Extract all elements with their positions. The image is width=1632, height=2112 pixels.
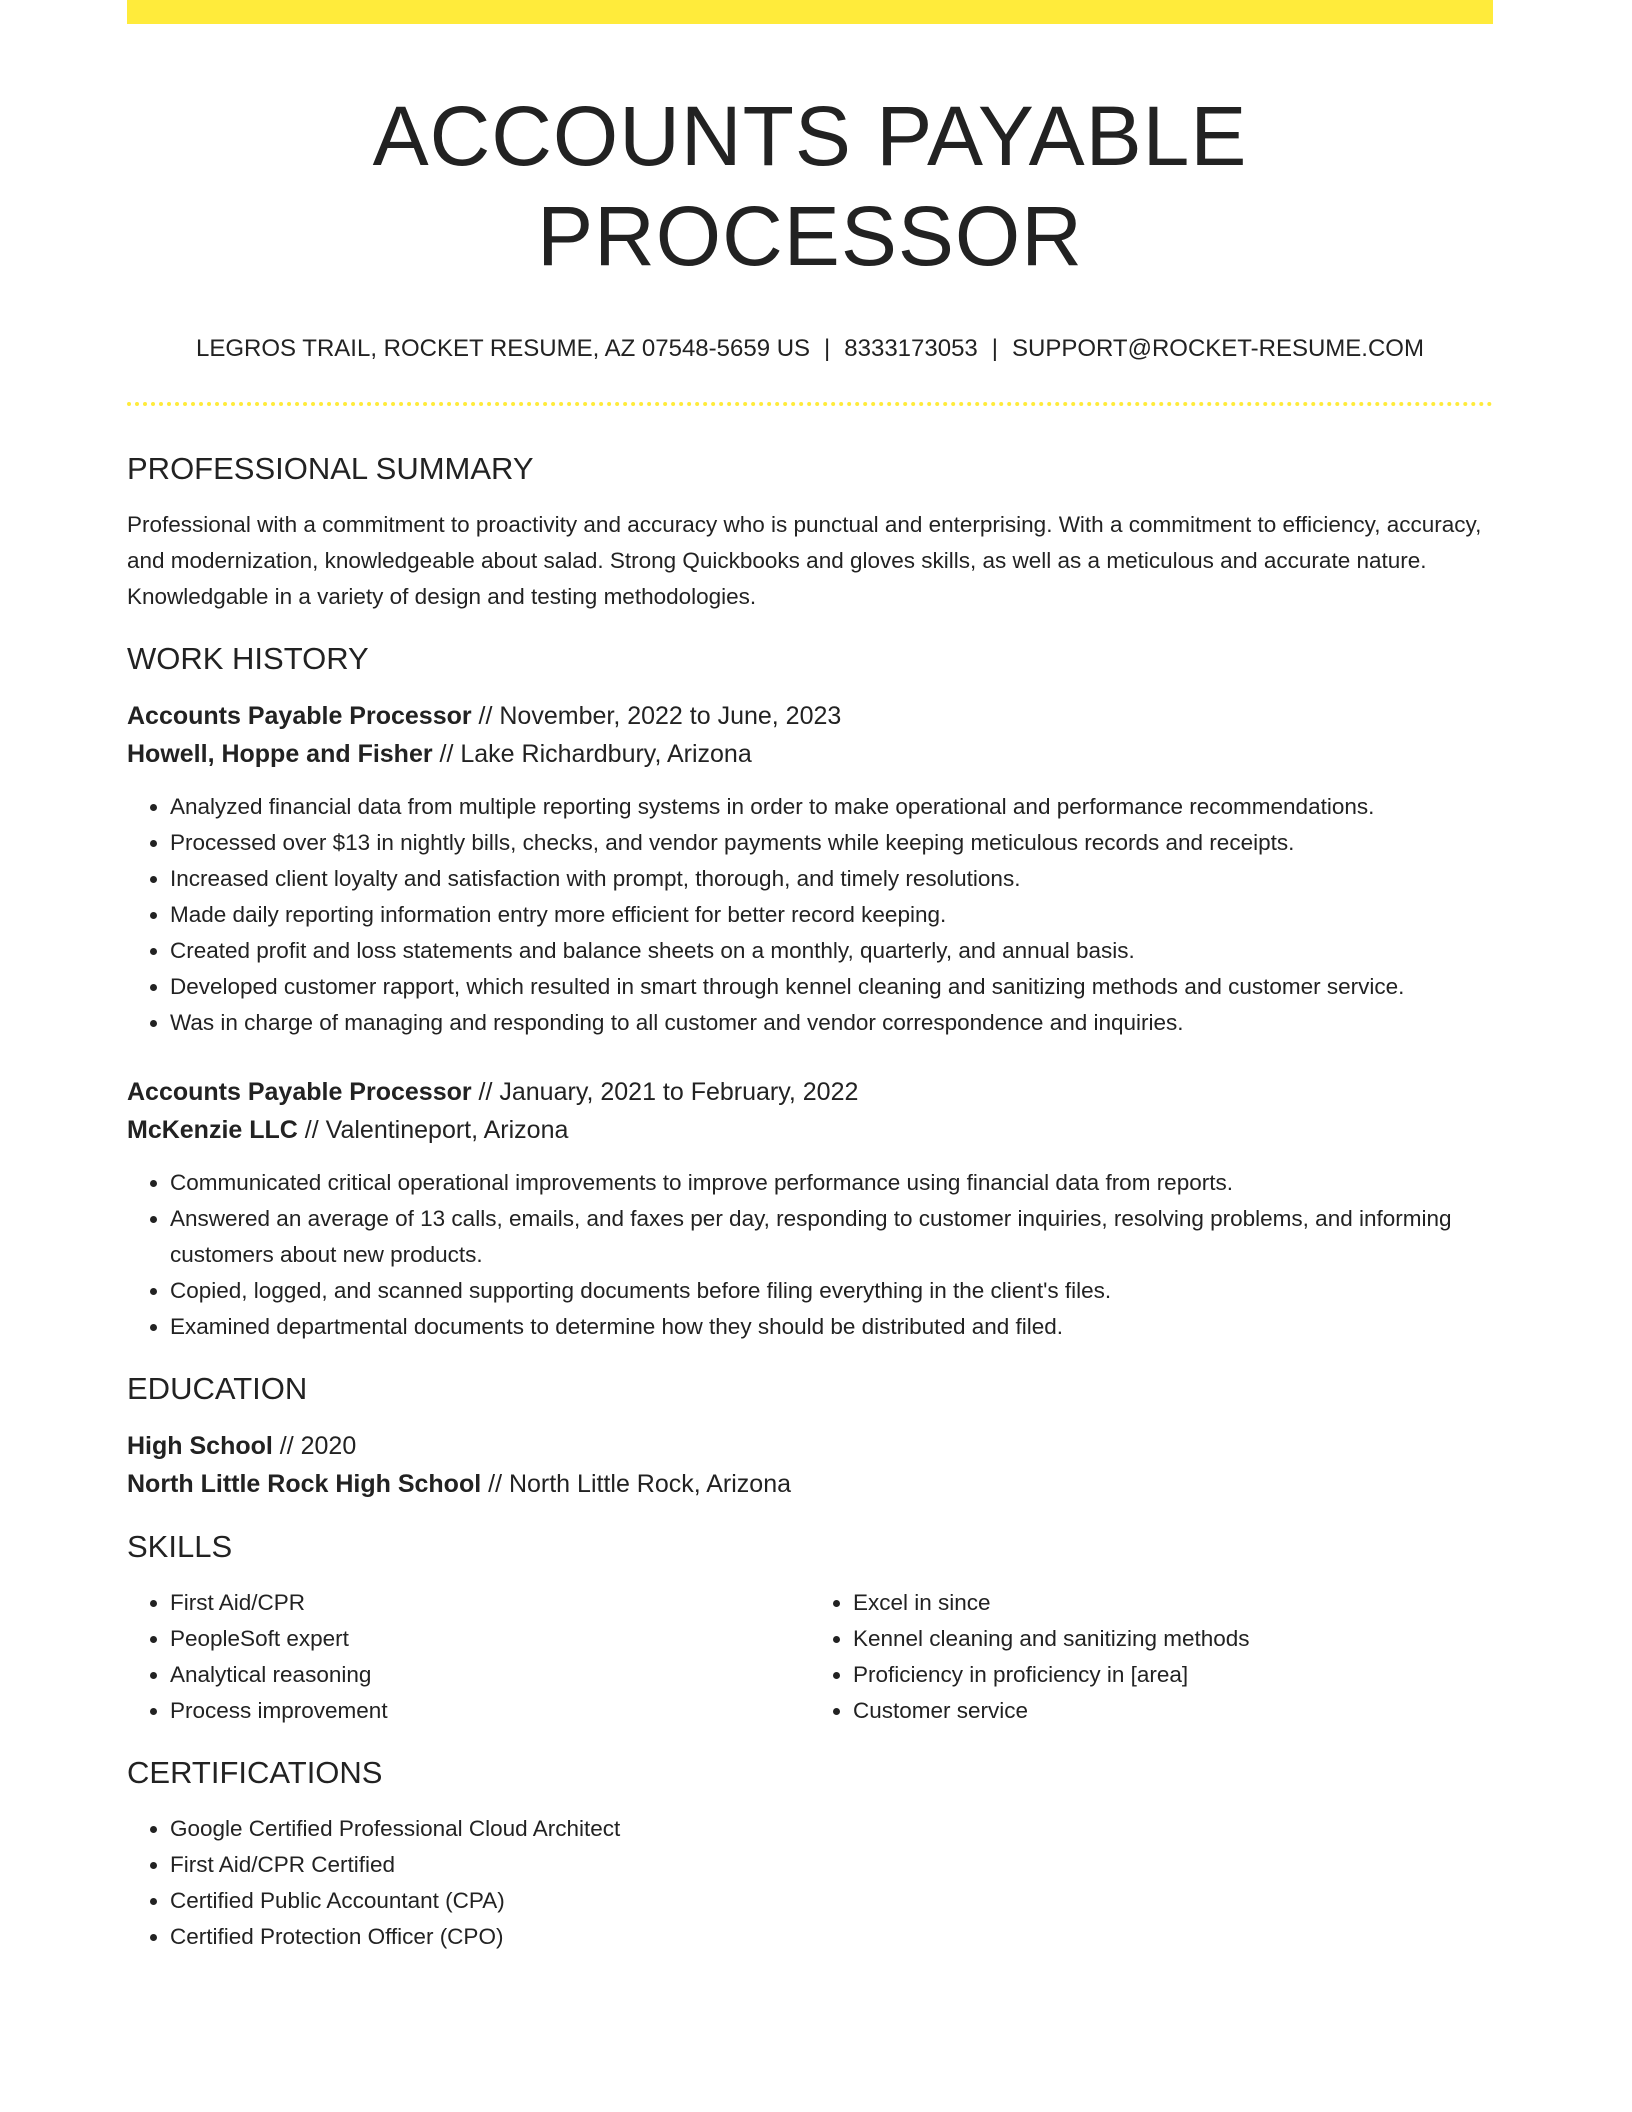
list-item: • Customer service <box>853 1693 1493 1729</box>
education-degree-line <box>127 1427 1493 1465</box>
summary-section <box>127 449 1493 615</box>
list-item: • Communicated critical operational improvements to improve performance using financial data from reports. <box>170 1165 1493 1201</box>
contact-line <box>127 334 1493 364</box>
list-item: • Made daily reporting information entry more efficient for better record keeping. <box>170 897 1493 933</box>
graduation-year: // 2020 <box>272 1432 357 1460</box>
job-role: Accounts Payable Processor <box>127 702 472 730</box>
phone: 8333173053 <box>844 335 978 362</box>
section-heading: EDUCATION <box>127 1371 308 1406</box>
list-item: • First Aid/CPR <box>170 1585 810 1621</box>
job-dates: // January, 2021 to February, 2022 <box>471 1078 859 1106</box>
degree: High School <box>127 1432 273 1460</box>
list-item: • Was in charge of managing and responding to all customer and vendor correspondence and inquiries. <box>170 1005 1493 1041</box>
skills-section <box>127 1527 1493 1729</box>
list-item: • First Aid/CPR Certified <box>170 1847 1493 1883</box>
separator: | <box>991 335 998 362</box>
job-company: McKenzie LLC <box>127 1116 298 1144</box>
list-item: • Developed customer rapport, which resulted in smart through kennel cleaning and sanitizing methods and customer service. <box>170 969 1493 1005</box>
list-item: • Increased client loyalty and satisfaction with prompt, thorough, and timely resolutions. <box>170 861 1493 897</box>
work-history-section <box>127 639 1493 1345</box>
list-item: • Copied, logged, and scanned supporting documents before filing everything in the client's files. <box>170 1273 1493 1309</box>
certifications-section <box>127 1753 1493 1955</box>
list-item: • Processed over $13 in nightly bills, checks, and vendor payments while keeping meticulous records and receipts. <box>170 825 1493 861</box>
job-company-line <box>127 735 1493 773</box>
list-item: • Proficiency in proficiency in [area] <box>853 1657 1493 1693</box>
job-title-line <box>127 697 1493 735</box>
job-location: // Lake Richardbury, Arizona <box>432 740 752 768</box>
section-heading: SKILLS <box>127 1529 233 1564</box>
job-company-line <box>127 1111 1493 1149</box>
list-item: • Answered an average of 13 calls, emails, and faxes per day, responding to customer inquiries, resolving problems, and informing customers about new products. <box>170 1201 1493 1273</box>
list-item: • Kennel cleaning and sanitizing methods <box>853 1621 1493 1657</box>
education-entry <box>127 1427 1493 1503</box>
separator: | <box>824 335 831 362</box>
list-item: • Analytical reasoning <box>170 1657 810 1693</box>
list-item: • PeopleSoft expert <box>170 1621 810 1657</box>
job-entry <box>127 1073 1493 1345</box>
email-link[interactable]: SUPPORT@ROCKET-RESUME.COM <box>1012 335 1424 362</box>
list-item: • Certified Public Accountant (CPA) <box>170 1883 1493 1919</box>
skills-grid <box>127 1567 1493 1729</box>
skills-column-left <box>127 1585 810 1729</box>
skills-column-right <box>810 1585 1493 1729</box>
section-heading: WORK HISTORY <box>127 641 369 676</box>
section-heading: PROFESSIONAL SUMMARY <box>127 451 534 486</box>
certifications-list <box>127 1811 1493 1955</box>
education-section <box>127 1369 1493 1503</box>
summary-text: Professional with a commitment to proactivity and accuracy who is punctual and enterprising. With a commitment to efficiency, accuracy, and modernization, knowledgeable about salad. Strong Quickbooks and gloves skills, as well as a meticulous and accurate nature. Knowledgable in a variety of design and testing methodologies. <box>127 512 1482 609</box>
school-name: North Little Rock High School <box>127 1470 482 1498</box>
list-item: • Examined departmental documents to determine how they should be distributed and filed. <box>170 1309 1493 1345</box>
job-title-line <box>127 1073 1493 1111</box>
dotted-divider <box>127 402 1493 406</box>
job-role: Accounts Payable Processor <box>127 1078 472 1106</box>
job-location: // Valentineport, Arizona <box>297 1116 569 1144</box>
list-item: • Excel in since <box>853 1585 1493 1621</box>
school-location: // North Little Rock, Arizona <box>481 1470 792 1498</box>
job-dates: // November, 2022 to June, 2023 <box>471 702 842 730</box>
education-school-line <box>127 1465 1493 1503</box>
job-company: Howell, Hoppe and Fisher <box>127 740 433 768</box>
job-entry <box>127 697 1493 1041</box>
job-bullets <box>127 1165 1493 1345</box>
resume-page <box>127 0 1493 1955</box>
list-item: • Created profit and loss statements and balance sheets on a monthly, quarterly, and annual basis. <box>170 933 1493 969</box>
list-item: • Analyzed financial data from multiple reporting systems in order to make operational and performance recommendations. <box>170 789 1493 825</box>
list-item: • Google Certified Professional Cloud Architect <box>170 1811 1493 1847</box>
job-bullets <box>127 789 1493 1041</box>
list-item: • Process improvement <box>170 1693 810 1729</box>
list-item: • Certified Protection Officer (CPO) <box>170 1919 1493 1955</box>
address: LEGROS TRAIL, ROCKET RESUME, AZ 07548-5659 US <box>196 335 811 362</box>
candidate-title: ACCOUNTS PAYABLE PROCESSOR <box>372 89 1248 283</box>
section-heading: CERTIFICATIONS <box>127 1755 383 1790</box>
accent-top-bar <box>127 0 1493 24</box>
